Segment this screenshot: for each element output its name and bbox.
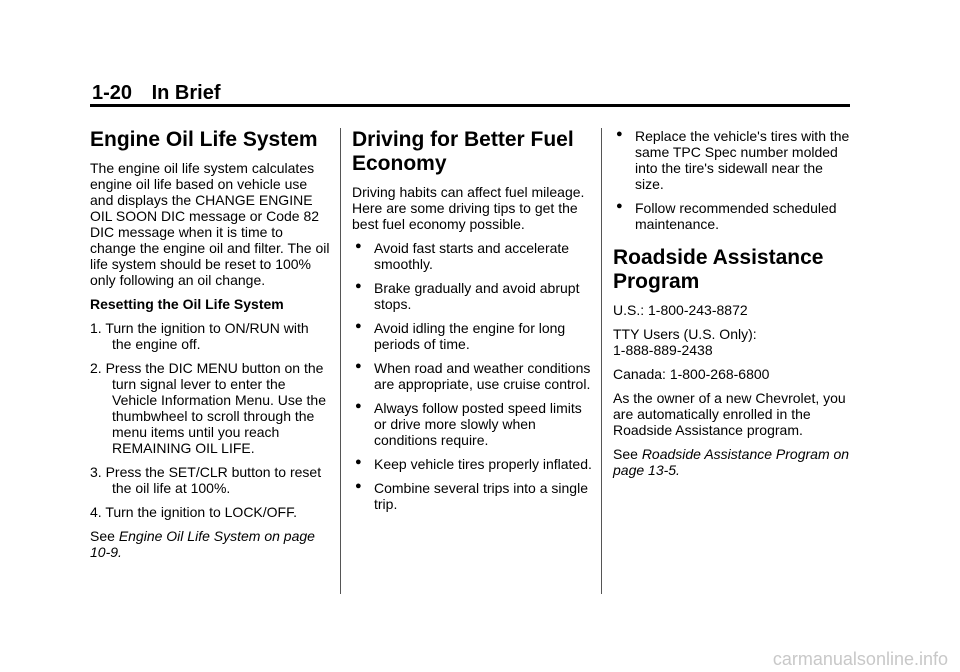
list-item — [352, 320, 592, 352]
step-item: 3. Press the SET/CLR button to reset the oil life at 100%. — [90, 464, 322, 496]
see-prefix: See — [613, 446, 638, 462]
bullet-icon: ● — [616, 200, 623, 212]
section-title: In Brief — [151, 82, 221, 104]
see-prefix: See — [90, 528, 115, 544]
phone-canada: Canada: 1-800-268-6800 — [613, 366, 770, 382]
list-item-text: Brake gradually and avoid abrupt stops. — [374, 280, 580, 312]
page-header — [92, 82, 221, 105]
bullet-icon: ● — [616, 128, 623, 140]
list-item — [352, 400, 592, 448]
phone-tty — [613, 326, 853, 358]
column-fuel-economy — [352, 128, 592, 520]
see-reference — [613, 446, 853, 478]
list-item — [352, 280, 592, 312]
tty-number: 1-888-889-2438 — [613, 342, 713, 358]
bullet-icon: ● — [355, 400, 362, 412]
list-item — [352, 360, 592, 392]
paragraph-oil-intro: The engine oil life system calculates engine oil life based on vehicle use and displays the CHANGE ENGINE OIL SOON DIC message or Code 82 DIC message when it is time to change the engine oil and filter. The oil life system should be reset to 100% only following an oil change. — [90, 160, 330, 288]
column-divider — [601, 128, 602, 594]
column-engine-oil — [90, 128, 330, 568]
list-item-text: Always follow posted speed limits or drive more slowly when conditions require. — [374, 400, 582, 448]
bullet-icon: ● — [355, 280, 362, 292]
column-divider — [340, 128, 341, 594]
step-item: 1. Turn the ignition to ON/RUN with the engine off. — [90, 320, 309, 352]
bullet-icon: ● — [355, 240, 362, 252]
cross-reference-link[interactable]: Engine Oil Life System on page 10-9. — [90, 528, 315, 560]
bullet-icon: ● — [355, 456, 362, 468]
bullet-icon: ● — [355, 480, 362, 492]
list-item — [352, 456, 592, 472]
step-item: 2. Press the DIC MENU button on the turn signal lever to enter the Vehicle Information Menu. Use the thumbwheel to scroll through the menu items until you reach REMAINING OIL LIFE. — [90, 360, 327, 456]
list-item-text: When road and weather conditions are appropriate, use cruise control. — [374, 360, 591, 392]
list-item-text: Avoid fast starts and accelerate smoothly. — [374, 240, 570, 272]
phone-us: U.S.: 1-800-243-8872 — [613, 302, 748, 318]
list-item-text: Follow recommended scheduled maintenance. — [635, 200, 837, 232]
cross-reference-link[interactable]: Roadside Assistance Program on page 13-5. — [613, 446, 850, 478]
heading-roadside-assistance: Roadside Assistance Program — [613, 246, 824, 293]
heading-fuel-economy: Driving for Better Fuel Economy — [352, 128, 574, 175]
list-item-text: Combine several trips into a single trip. — [374, 480, 588, 512]
column-roadside — [613, 128, 853, 486]
bullet-icon: ● — [355, 320, 362, 332]
list-item-text: Keep vehicle tires properly inflated. — [374, 456, 592, 472]
heading-engine-oil-life: Engine Oil Life System — [90, 128, 318, 151]
watermark: carmanualsonline.info — [772, 649, 948, 669]
bullet-icon: ● — [355, 360, 362, 372]
list-item — [352, 240, 592, 272]
subheading-reset: Resetting the Oil Life System — [90, 296, 284, 312]
step-item: 4. Turn the ignition to LOCK/OFF. — [90, 504, 297, 520]
tty-label: TTY Users (U.S. Only): — [613, 326, 757, 342]
list-item — [352, 480, 592, 512]
page-number: 1-20 — [92, 82, 133, 104]
list-item-text: Replace the vehicle's tires with the same TPC Spec number molded into the tire's sidewall near the size. — [635, 128, 850, 192]
list-item-text: Avoid idling the engine for long periods of time. — [374, 320, 566, 352]
list-item — [613, 128, 853, 192]
paragraph-fuel-intro: Driving habits can affect fuel mileage. Here are some driving tips to get the best fuel economy possible. — [352, 184, 585, 232]
see-reference — [90, 528, 330, 560]
list-item — [613, 200, 853, 232]
header-rule — [90, 104, 850, 107]
paragraph-roadside-body: As the owner of a new Chevrolet, you are automatically enrolled in the Roadside Assistance program. — [613, 390, 846, 438]
